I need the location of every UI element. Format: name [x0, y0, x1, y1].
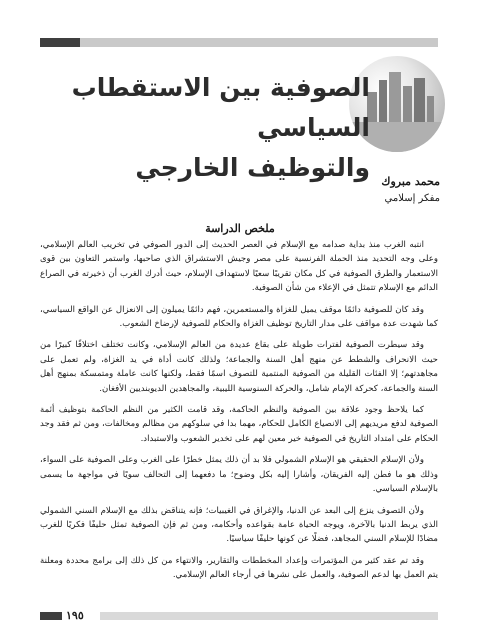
paragraph: ولأن التصوف ينزع إلى البعد عن الدنيا، والإغراق في الغيبيات؛ فإنه يتناقض بذلك مع الإسلام السني الشمولي الذي يربط الدنيا بالآخرة، ويوجه الحياة عامة بقواعده وأحكامه، ومن ثم فإن الصوفية تمثل حليفًا فكريًا للغرب مضادًا للإسلام السني المجاهد، فضلًا عن كونها حليفًا سياسيًا.: [40, 505, 438, 545]
abstract-heading: ملخص الدراسة: [205, 222, 275, 235]
article-title: [50, 68, 370, 188]
header-bar-light: [80, 38, 438, 47]
paragraph: وقد كان للصوفية دائمًا موقف يميل للغزاة والمستعمرين، فهم دائمًا يميلون إلى الانعزال عن الواقع السياسي، كما شهدت عدة مواقف على مدار التاريخ توظيف الغزاة والحكام للصوفية لإرضاخ الشعوب.: [40, 304, 438, 330]
header-bar-dark: [40, 38, 80, 47]
paragraph: وقد تم عقد كثير من المؤتمرات وإعداد المخططات والتقارير، والانتهاء من كل ذلك إلى برامج محددة ومعلنة يتم العمل بها لدعم الصوفية، والعمل على نشرها في أرجاء العالم الإسلامي.: [40, 555, 438, 581]
title-line-1: الصوفية بين الاستقطاب السياسي: [71, 73, 370, 142]
paragraph: وقد سيطرت الصوفية لفترات طويلة على بقاع عديدة من العالم الإسلامي، وكانت تختلف اختلافًا كبيرًا من حيث الانحراف والشطط عن منهج أهل السنة والجماعة؛ ولذلك كانت أداة في يد الغزاة، ولم تعمل على مجاهدتهم؛ إلا الفئات القليلة من الصوفية المنتمية للتصوف اسمًا فقط، ولكنها كانت عاملة ومتمسكة بمنهج أهل السنة والجماعة، كحركة الإمام شامل، والحركة السنوسية الليبية، والمجاهدين الديوبنديين الأفغان.: [40, 340, 438, 394]
footer-bar-light: [100, 612, 438, 620]
paragraph: كما يلاحظ وجود علاقة بين الصوفية والنظم الحاكمة، وقد قامت الكثير من النظم الحاكمة بتوظيف أئمة الصوفية لدفع مريديهم إلى الانصياع الكامل للحكام، مهما بدا في سلوكهم من مظالم ومخالفات، ومن ثم فقد وجد الحكام على امتداد التاريخ في الصوفية خير معين لهم على تخدير الشعوب والاستبداد.: [40, 405, 438, 444]
author-name: محمد مبروك: [381, 175, 440, 188]
author-affiliation: مفكر إسلامي: [384, 193, 440, 204]
abstract-body: [40, 238, 438, 590]
page-number: ١٩٥: [66, 609, 84, 622]
paragraph: انتبه الغرب منذ بداية صدامه مع الإسلام في العصر الحديث إلى الدور الصوفي في تخريب العالم الإسلامي، وعلى وجه التحديد منذ الحملة الفرنسية على مصر وجيش الاستشراق الذي صاحبها، واستمر التعاون بين قوى الاستعمار والطرق الصوفية في كل مكان تقريبًا سعيًا لاستهداف الإسلام، حيث أدرك الغرب أن ذخيرته في الصراع الدائم مع الإسلام تتمثل في الإعلاء من شأن الصوفية.: [40, 240, 438, 294]
title-line-2: والتوظيف الخارجي: [135, 153, 370, 182]
footer-bar-dark: [40, 612, 62, 620]
paragraph: ولأن الإسلام الحقيقي هو الإسلام الشمولي فلا بد أن ذلك يمثل خطرًا على الغرب وعلى الصوفية على السواء، وذلك هو ما فطن إليه الفريقان، وأشارا إليه بكل وضوح؛ ما دفعهما إلى التحالف سويًا في مواجهة ما يسمى بالإسلام السياسي.: [40, 455, 438, 495]
